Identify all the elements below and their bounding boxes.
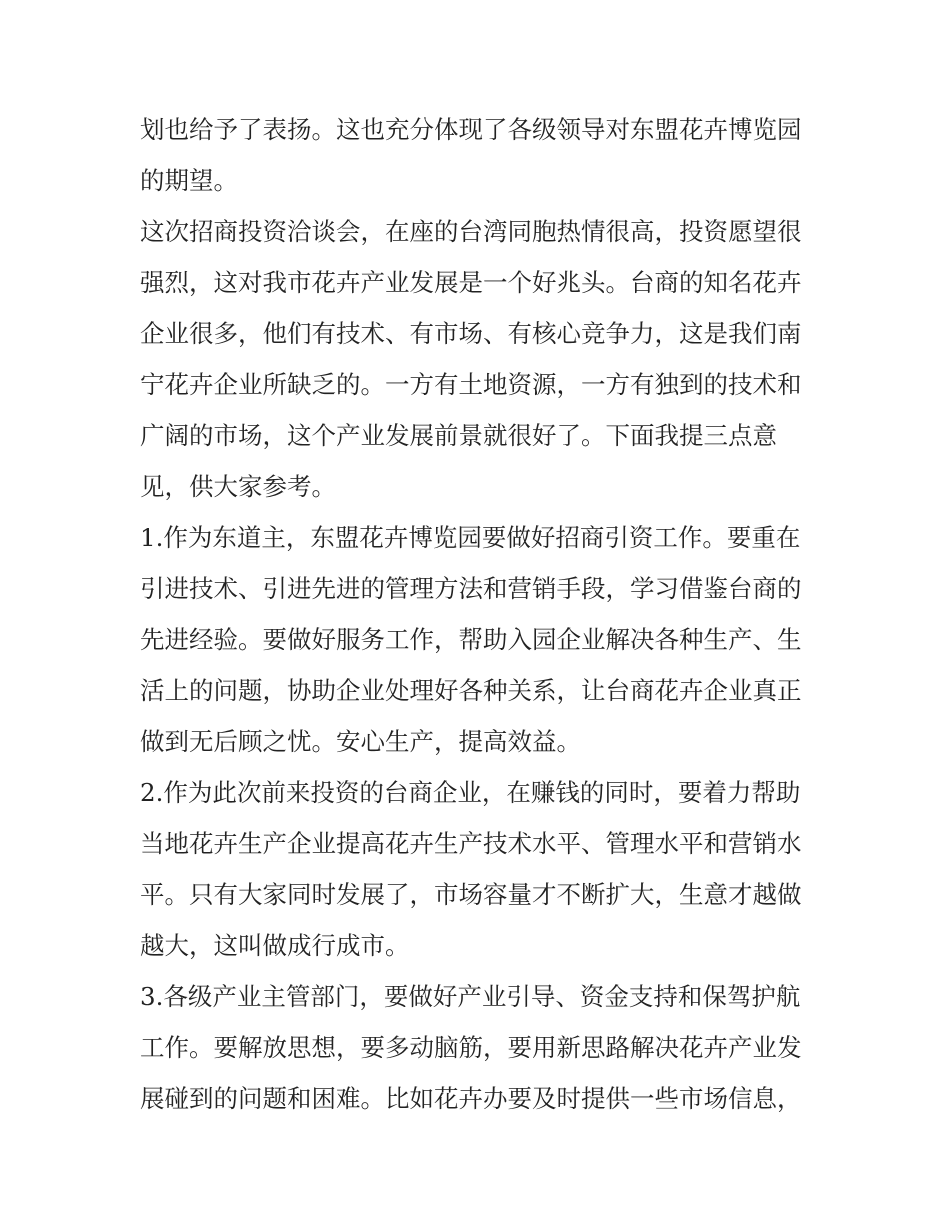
text-line: 划也给予了表扬。这也充分体现了各级领导对东盟花卉博览园 xyxy=(140,115,802,144)
text-line: 宁花卉企业所缺乏的。一方有土地资源，一方有独到的技术和 xyxy=(140,370,802,399)
text-line: 做到无后顾之忧。安心生产，提高效益。 xyxy=(140,727,581,756)
text-line: 强烈，这对我市花卉产业发展是一个好兆头。台商的知名花卉 xyxy=(140,268,802,297)
text-line: 工作。要解放思想，要多动脑筋，要用新思路解决花卉产业发 xyxy=(140,1033,802,1062)
text-line: 越大，这叫做成行成市。 xyxy=(140,931,410,960)
text-line: 1.作为东道主，东盟花卉博览园要做好招商引资工作。要重在 xyxy=(140,523,801,552)
text-line: 2.作为此次前来投资的台商企业，在赚钱的同时，要着力帮助 xyxy=(140,778,801,807)
text-line: 广阔的市场，这个产业发展前景就很好了。下面我提三点意 xyxy=(140,421,777,450)
text-line: 先进经验。要做好服务工作，帮助入园企业解决各种生产、生 xyxy=(140,625,802,654)
text-line: 企业很多，他们有技术、有市场、有核心竞争力，这是我们南 xyxy=(140,319,802,348)
text-line: 引进技术、引进先进的管理方法和营销手段，学习借鉴台商的 xyxy=(140,574,802,603)
text-line: 活上的问题，协助企业处理好各种关系，让台商花卉企业真正 xyxy=(140,676,802,705)
text-line: 展碰到的问题和困难。比如花卉办要及时提供一些市场信息， xyxy=(140,1084,802,1113)
text-line: 见，供大家参考。 xyxy=(140,472,336,501)
text-line: 平。只有大家同时发展了，市场容量才不断扩大，生意才越做 xyxy=(140,880,802,909)
text-line: 的期望。 xyxy=(140,166,238,195)
document-body xyxy=(140,104,820,1124)
text-line: 当地花卉生产企业提高花卉生产技术水平、管理水平和营销水 xyxy=(140,829,802,858)
text-line: 这次招商投资洽谈会，在座的台湾同胞热情很高，投资愿望很 xyxy=(140,217,802,246)
text-line: 3.各级产业主管部门，要做好产业引导、资金支持和保驾护航 xyxy=(140,982,801,1011)
